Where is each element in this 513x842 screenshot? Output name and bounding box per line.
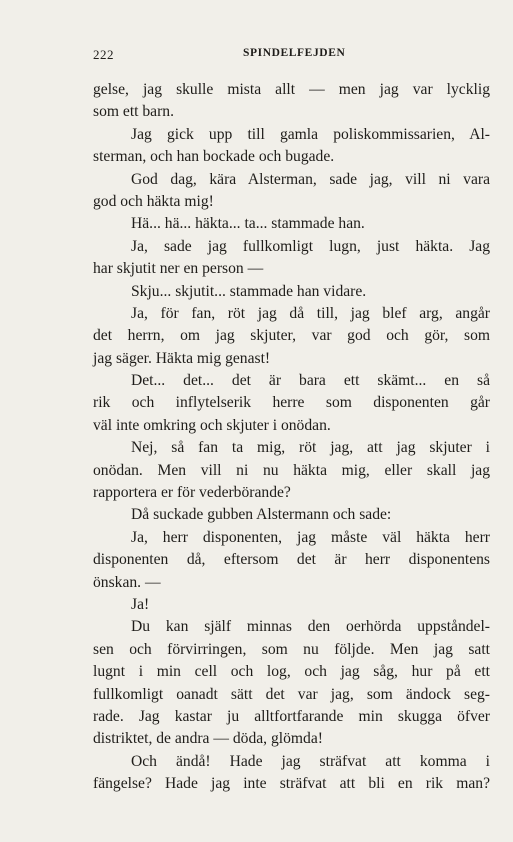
text-line: Jag gick upp till gamla poliskommissarien, Al-: [131, 125, 490, 143]
page-header: [93, 47, 490, 63]
text-line: Ja, herr disponenten, jag måste väl häkta herr: [131, 528, 490, 546]
text-line: gelse, jag skulle mista allt — men jag var lycklig: [93, 81, 490, 98]
text-line: Hä... hä... häkta... ta... stammade han.: [131, 215, 365, 233]
text-line: rade. Jag kastar ju alltfortfarande min skugga öfver: [93, 707, 490, 725]
text-line: god och häkta mig!: [93, 192, 214, 210]
text-line: väl inte omkring och skjuter i onödan.: [93, 416, 331, 434]
text-line: Ja!: [131, 595, 150, 613]
text-line: Du kan själf minnas den oerhörda uppståndel-: [131, 618, 490, 636]
text-line: distriktet, de andra — döda, glömda!: [93, 730, 323, 748]
text-line: rapportera er för vederbörande?: [93, 484, 291, 502]
text-line: sterman, och han bockade och bugade.: [93, 148, 335, 166]
text-line: Ja, för fan, röt jag då till, jag blef arg, angår: [131, 304, 490, 322]
text-line: disponenten då, eftersom det är herr disponentens: [93, 551, 490, 569]
running-title: SPINDELFEJDEN: [243, 47, 346, 59]
text-line: som ett barn.: [93, 103, 174, 121]
text-line: lugnt i min cell och log, och jag såg, hur på ett: [93, 663, 490, 681]
text-line: jag säger. Häkta mig genast!: [93, 349, 271, 367]
text-line: fullkomligt oanadt sätt det var jag, som ändock seg-: [93, 685, 490, 703]
text-line: Det... det... det är bara ett skämt... en så: [131, 372, 490, 390]
text-line: Och ändå! Hade jag sträfvat att komma i: [131, 752, 490, 770]
text-line: önskan. —: [93, 573, 161, 591]
page-number: 222: [93, 47, 114, 62]
text-line: onödan. Men vill ni nu häkta mig, eller skall jag: [93, 461, 490, 479]
text-line: Skju... skjutit... stammade han vidare.: [131, 282, 367, 300]
text-line: det herrn, om jag skjuter, var god och gör, som: [93, 327, 490, 345]
body-text: [93, 79, 490, 796]
text-line: God dag, kära Alsterman, sade jag, vill ni vara: [131, 170, 490, 188]
text-line: har skjutit ner en person —: [93, 260, 264, 278]
text-line: sen och förvirringen, som nu följde. Men jag satt: [93, 640, 490, 658]
text-line: Ja, sade jag fullkomligt lugn, just häkta. Jag: [131, 237, 490, 255]
text-line: fängelse? Hade jag inte sträfvat att bli en rik man?: [93, 775, 490, 793]
text-line: Nej, så fan ta mig, röt jag, att jag skjuter i: [131, 439, 490, 457]
text-line: Då suckade gubben Alstermann och sade:: [131, 506, 392, 524]
text-line: rik och inflytelserik herre som disponenten går: [93, 394, 490, 412]
